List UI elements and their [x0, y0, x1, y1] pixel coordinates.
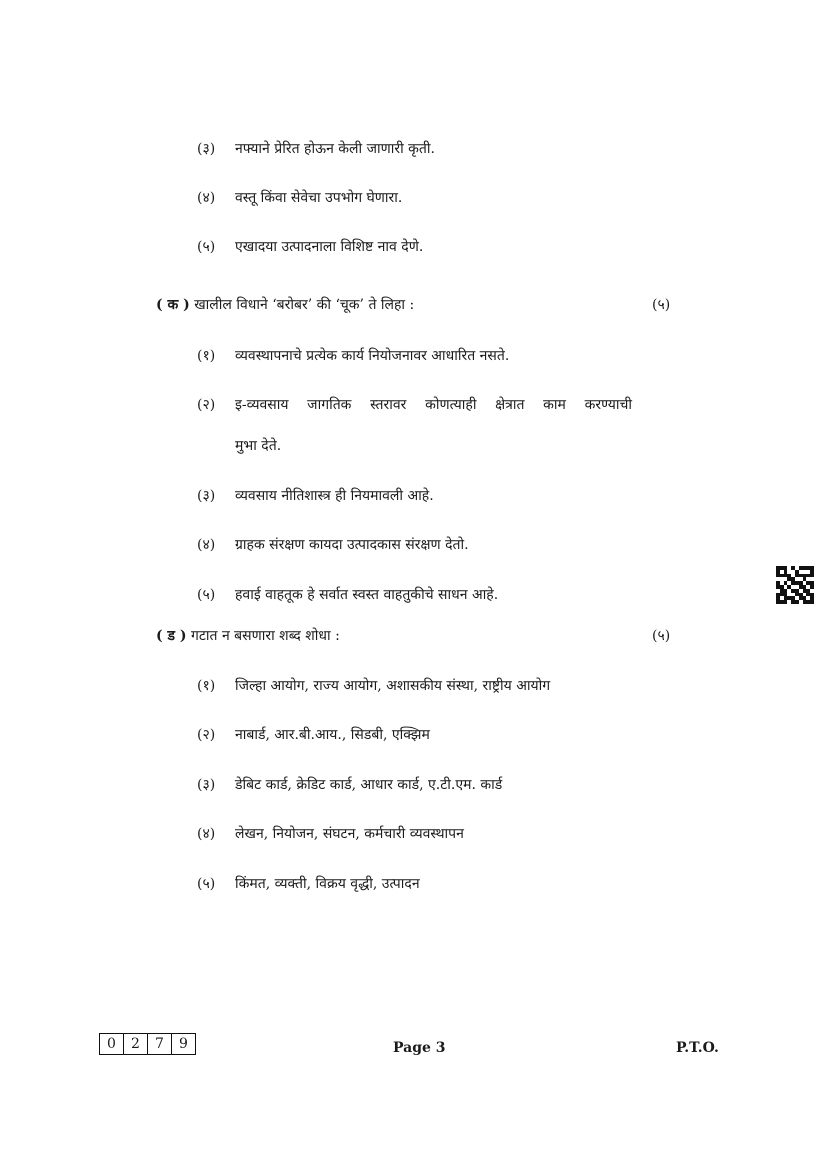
item-text: एखादया उत्पादनाला विशिष्ट नाव देणे. [235, 239, 424, 255]
item-number: (४) [197, 190, 216, 206]
list-item [197, 585, 498, 604]
item-text: जिल्हा आयोग, राज्य आयोग, अशासकीय संस्था, राष्ट्रीय आयोग [235, 678, 551, 694]
code-digit: 0 [100, 1034, 124, 1054]
item-text: हवाई वाहतूक हे सर्वात स्वस्त वाहतुकीचे साधन आहे. [235, 587, 499, 603]
code-digit: 2 [124, 1034, 148, 1054]
qr-code-icon [776, 566, 814, 604]
item-text: नाबार्ड, आर.बी.आय., सिडबी, एक्झिम [235, 727, 430, 743]
section-c-marks: (५) [652, 297, 671, 313]
item-number: (५) [197, 239, 216, 255]
section-d-heading [156, 626, 340, 645]
item-number: (३) [197, 141, 216, 157]
section-letter: ( क ) [156, 297, 190, 313]
item-text: नफ्याने प्रेरित होऊन केली जाणारी कृती. [235, 141, 435, 157]
item-number: (१) [197, 348, 216, 364]
item-number: (४) [197, 826, 216, 842]
section-d-marks: (५) [652, 628, 671, 644]
paper-code-box [99, 1033, 196, 1055]
item-number: (२) [197, 727, 216, 743]
item-text: ग्राहक संरक्षण कायदा उत्पादकास संरक्षण देतो. [235, 537, 469, 553]
item-text: वस्तू किंवा सेवेचा उपभोग घेणारा. [235, 190, 403, 206]
list-item [197, 395, 632, 414]
item-text: व्यवसाय नीतिशास्त्र ही नियमावली आहे. [235, 488, 434, 504]
list-item [197, 824, 464, 843]
item-number: (४) [197, 537, 216, 553]
item-number: (३) [197, 488, 216, 504]
list-item [197, 486, 434, 505]
list-item [197, 139, 435, 158]
list-item [197, 676, 550, 695]
item-number: (१) [197, 678, 216, 694]
item-text: लेखन, नियोजन, संघटन, कर्मचारी व्यवस्थापन [235, 826, 464, 842]
list-item [197, 725, 430, 744]
section-heading-text: गटात न बसणारा शब्द शोधा : [190, 628, 340, 644]
pto-label: P.T.O. [676, 1040, 719, 1056]
item-number: (३) [197, 777, 216, 793]
page-number: Page 3 [393, 1040, 446, 1056]
list-item [197, 874, 420, 893]
code-digit: 9 [179, 1036, 188, 1052]
list-item [197, 535, 469, 554]
list-item [197, 775, 502, 794]
item-text: डेबिट कार्ड, क्रेडिट कार्ड, आधार कार्ड, ए.टी.एम. कार्ड [235, 777, 503, 793]
section-heading-text: खालील विधाने ‘बरोबर’ की ‘चूक’ ते लिहा : [194, 297, 415, 313]
list-item [197, 188, 402, 207]
item-continuation: मुभा देते. [235, 438, 282, 454]
item-number: (५) [197, 587, 216, 603]
item-text: व्यवस्थापनाचे प्रत्येक कार्य नियोजनावर आधारित नसते. [235, 348, 510, 364]
item-text: इ-व्यवसाय जागतिक स्तरावर कोणत्याही क्षेत्रात काम करण्याची [235, 397, 632, 413]
section-letter: ( ड ) [156, 628, 187, 644]
code-digit: 7 [148, 1034, 172, 1054]
item-number: (२) [197, 397, 216, 413]
list-item [197, 237, 423, 256]
list-item [197, 346, 509, 365]
section-c-heading [156, 295, 414, 314]
item-number: (५) [197, 876, 216, 892]
item-text: किंमत, व्यक्ती, विक्रय वृद्धी, उत्पादन [235, 876, 420, 892]
